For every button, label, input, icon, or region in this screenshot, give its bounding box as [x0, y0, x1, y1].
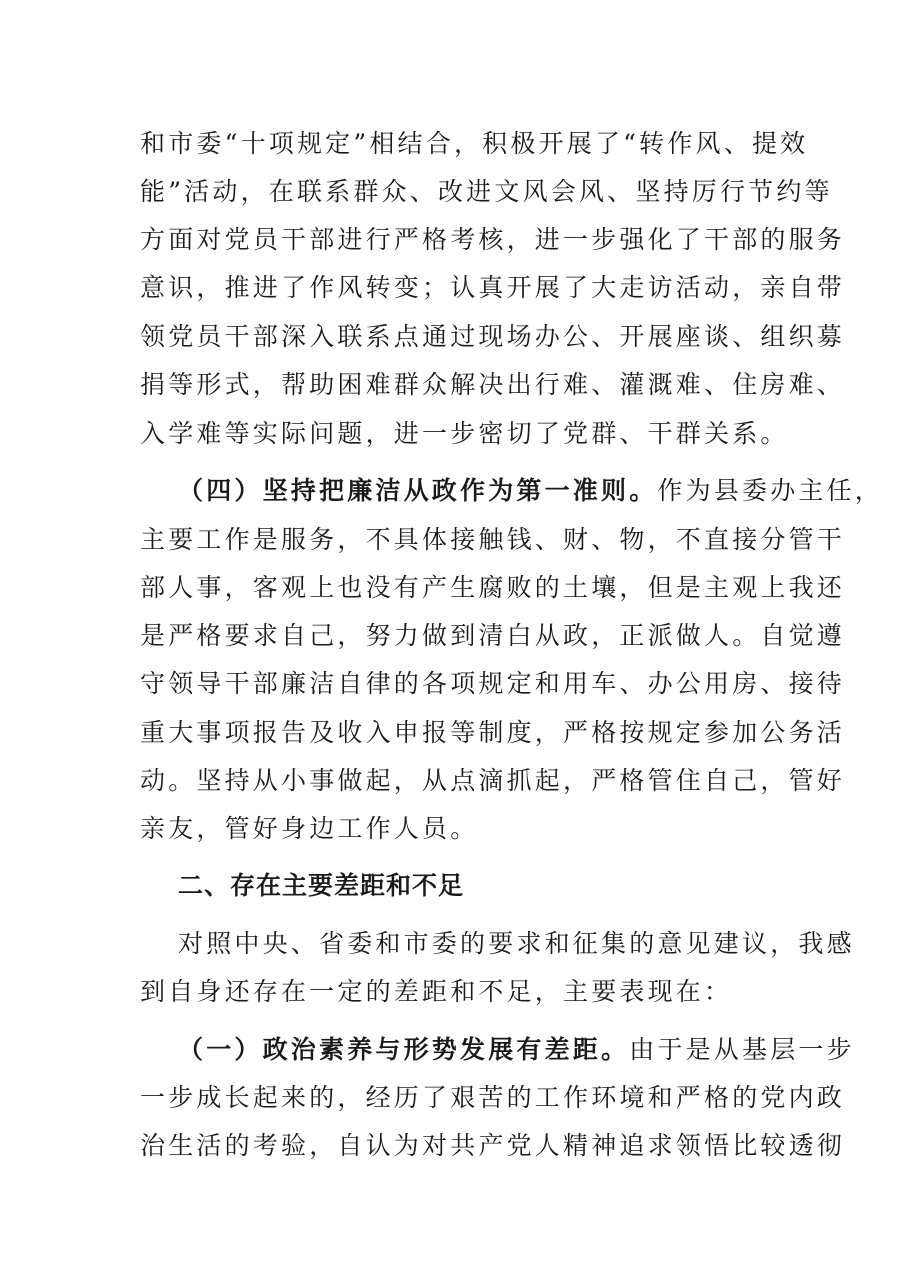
paragraph-first-line: [178, 475, 883, 507]
paragraph-line: 和市委“十项规定”相结合，积极开展了“转作风、提效: [140, 129, 809, 158]
paragraph-line: 能”活动，在联系群众、改进文风会风、坚持厉行节约等: [140, 177, 833, 206]
paragraph-line: 治生活的考验，自认为对共产党人精神追求领悟比较透彻: [140, 1131, 846, 1160]
paragraph-line: 到自身还存在一定的差距和不足，主要表现在：: [140, 977, 733, 1006]
paragraph-line: 方面对党员干部进行严格考核，进一步强化了干部的服务: [140, 225, 846, 254]
paragraph-text: 由于是从基层一步: [629, 1035, 855, 1064]
paragraph-line: 对照中央、省委和市委的要求和征集的意见建议，我感: [178, 929, 855, 958]
paragraph-first-line: [178, 1034, 855, 1066]
paragraph-line: 守领导干部廉洁自律的各项规定和用车、办公用房、接待: [140, 669, 846, 698]
section-heading: 二、存在主要差距和不足: [178, 871, 465, 900]
paragraph-line: 部人事，客观上也没有产生腐败的土壤，但是主观上我还: [140, 573, 846, 602]
paragraph-line: 捐等形式，帮助困难群众解决出行难、灌溉难、住房难、: [140, 370, 846, 399]
subsection-heading: （四）坚持把廉洁从政作为第一准则。: [178, 476, 658, 505]
paragraph-line: 意识，推进了作风转变；认真开展了大走访活动，亲自带: [140, 273, 846, 302]
paragraph-line: 一步成长起来的，经历了艰苦的工作环境和严格的党内政: [140, 1083, 846, 1112]
paragraph-line: 动。坚持从小事做起，从点滴抓起，严格管住自己，管好: [140, 766, 846, 795]
paragraph-line: 入学难等实际问题，进一步密切了党群、干群关系。: [140, 419, 789, 448]
paragraph-line: 重大事项报告及收入申报等制度，严格按规定参加公务活: [140, 718, 846, 747]
paragraph-line: 领党员干部深入联系点通过现场办公、开展座谈、组织募: [140, 322, 846, 351]
paragraph-line: 主要工作是服务，不具体接触钱、财、物，不直接分管干: [140, 525, 846, 554]
paragraph-text: 作为县委办主任，: [657, 476, 884, 505]
paragraph-line: 亲友，管好身边工作人员。: [140, 814, 479, 843]
subsection-heading: （一）政治素养与形势发展有差距。: [178, 1035, 630, 1064]
paragraph-line: 是严格要求自己，努力做到清白从政，正派做人。自觉遵: [140, 621, 846, 650]
